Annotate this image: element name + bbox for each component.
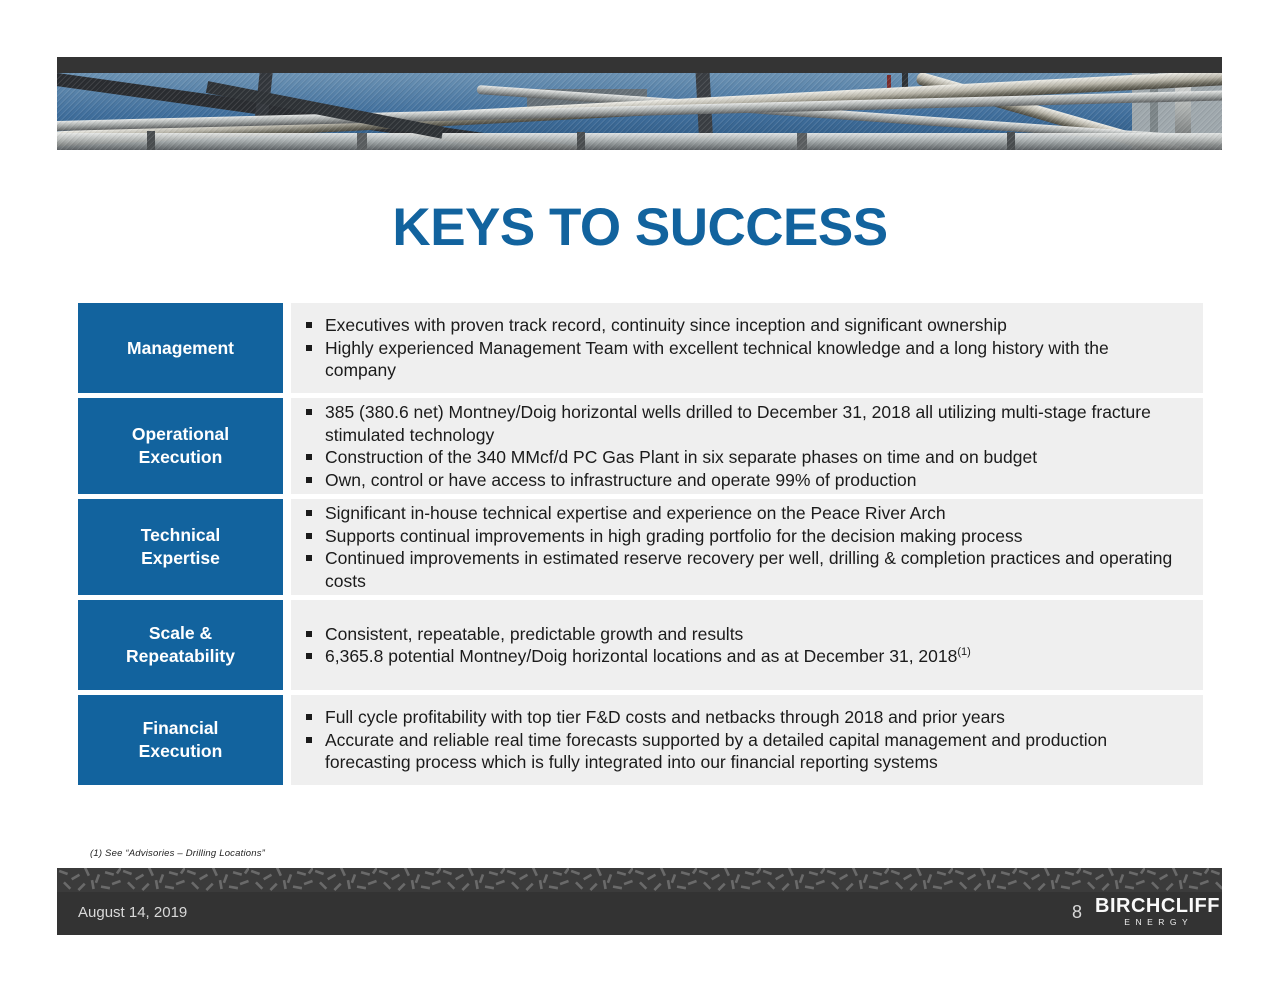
page-number: 8: [1071, 902, 1082, 922]
row-label: Management: [127, 337, 234, 358]
bullet-item: [291, 547, 1179, 592]
header-top-bar: [57, 57, 1222, 73]
bullet-item: [291, 446, 1179, 469]
footer-bar: [57, 868, 1222, 935]
row-content: [291, 600, 1203, 690]
bullet-text: Accurate and reliable real time forecasts supported by a detailed capital management and production forecasting process which is fully integrated into our financial reporting systems: [325, 729, 1108, 773]
bullet-marker: [306, 510, 312, 516]
keys-rows: [78, 303, 1203, 790]
row-label: Financial Execution: [138, 718, 223, 761]
bullet-text: Full cycle profitability with top tier F&D costs and netbacks through 2018 and prior years: [325, 707, 1005, 728]
logo-subname: ENERGY: [1124, 917, 1194, 927]
row-scale-repeatability: [78, 600, 1203, 690]
company-logo: [1095, 895, 1220, 927]
bullet-item: [291, 645, 1179, 668]
bullet-marker: [306, 322, 312, 328]
bullet-item: [291, 502, 1179, 525]
footer-date: August 14, 2019: [78, 904, 188, 921]
bullet-text-main: 6,365.8 potential Montney/Doig horizontal locations and as at December 31, 2018: [325, 646, 958, 666]
row-label-box: [78, 499, 283, 595]
bullet-marker: [306, 631, 312, 637]
footer-confetti-pattern: [57, 868, 1222, 892]
row-content: [291, 398, 1203, 494]
bullet-text: Consistent, repeatable, predictable growth and results: [325, 623, 744, 644]
bullet-item: [291, 469, 1179, 492]
industrial-pipes-photo: [57, 73, 1222, 150]
logo-name: BIRCHCLIFF: [1095, 895, 1220, 917]
bullet-text: Significant in-house technical expertise and experience on the Peace River Arch: [325, 503, 946, 523]
bullet-text: Continued improvements in estimated reserve recovery per well, drilling & completion practices and operating costs: [325, 548, 1173, 591]
row-content: [291, 695, 1203, 785]
row-label: Operational Execution: [131, 424, 230, 467]
row-label-box: [78, 303, 283, 393]
row-label: Scale & Repeatability: [126, 623, 235, 666]
bullet-marker: [306, 454, 312, 460]
bullet-marker: [306, 714, 312, 720]
bullet-text: Highly experienced Management Team with excellent technical knowledge and a long history with the company: [325, 337, 1109, 381]
row-management: [78, 303, 1203, 393]
bullet-text: Supports continual improvements in high grading portfolio for the decision making process: [325, 525, 1023, 546]
bullet-text: Executives with proven track record, continuity since inception and significant ownership: [325, 315, 1007, 336]
footnote: (1) See “Advisories – Drilling Locations”: [90, 848, 266, 859]
bullet-item: [291, 401, 1179, 446]
row-financial-execution: [78, 695, 1203, 785]
bullet-marker: [306, 533, 312, 539]
bullet-marker: [306, 555, 312, 561]
row-label-box: [78, 600, 283, 690]
pipes-illustration: [57, 73, 1222, 150]
bullet-item: [291, 525, 1179, 548]
row-label: Technical Expertise: [140, 525, 221, 568]
bullet-item: [291, 706, 1179, 729]
header-photo-banner: [57, 57, 1222, 150]
bullet-text: Construction of the 340 MMcf/d PC Gas Plant in six separate phases on time and on budget: [325, 447, 1038, 467]
bullet-text: [325, 645, 971, 668]
bullet-marker: [306, 345, 312, 351]
row-content: [291, 303, 1203, 393]
bullet-item: [291, 314, 1179, 337]
row-technical-expertise: [78, 499, 1203, 595]
bullet-item: [291, 729, 1179, 774]
row-content: [291, 499, 1203, 595]
row-operational-execution: [78, 398, 1203, 494]
bullet-item: [291, 623, 1179, 646]
bullet-marker: [306, 737, 312, 743]
row-label-box: [78, 695, 283, 785]
row-label-box: [78, 398, 283, 494]
bullet-text: 385 (380.6 net) Montney/Doig horizontal wells drilled to December 31, 2018 all utilizing multi-stage fracture stimulated technology: [325, 402, 1151, 445]
bullet-marker: [306, 409, 312, 415]
bullet-marker: [306, 477, 312, 483]
bullet-item: [291, 337, 1179, 382]
bullet-text: Own, control or have access to infrastructure and operate 99% of production: [325, 469, 917, 490]
bullet-marker: [306, 653, 312, 659]
footnote-ref: (1): [957, 646, 971, 659]
page-title: KEYS TO SUCCESS: [392, 198, 888, 257]
